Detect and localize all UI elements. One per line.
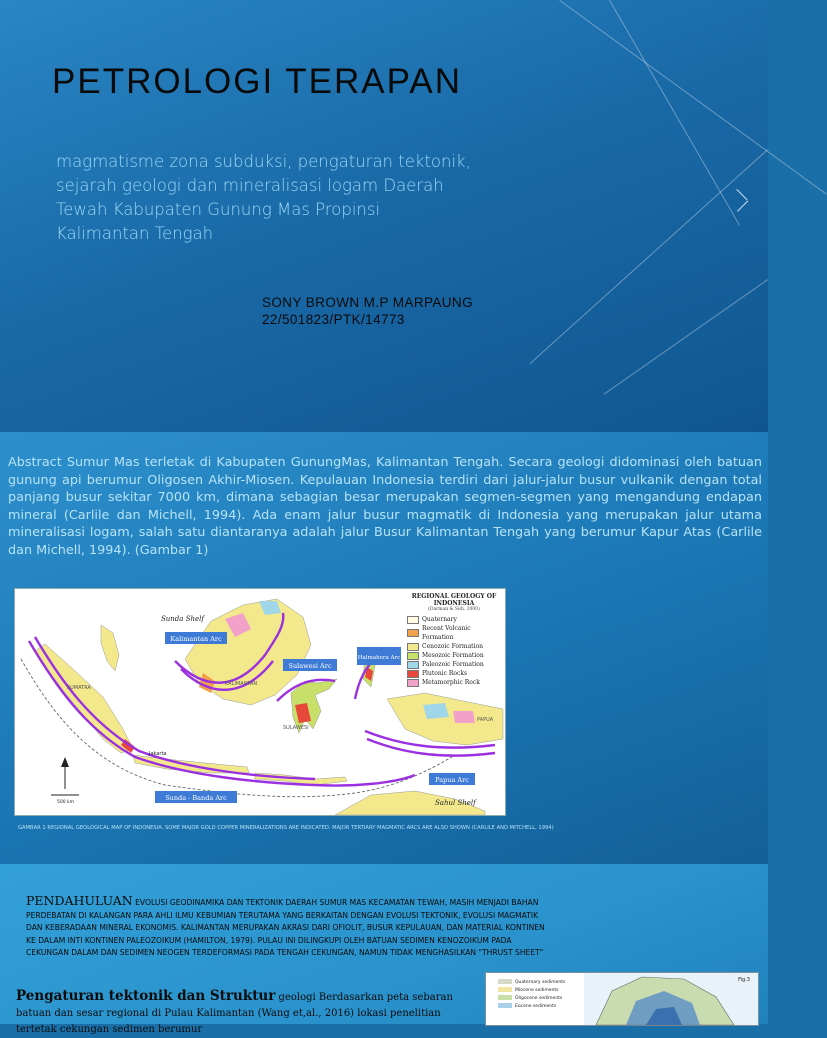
decorative-line [604, 279, 768, 395]
legend-swatch [407, 670, 419, 678]
abstract-slide [0, 432, 768, 864]
introduction-slide [0, 864, 768, 1035]
legend-item [407, 642, 501, 651]
legend-label: Paleozoic Formation [422, 661, 484, 668]
legend-item [407, 669, 501, 678]
legend-title: REGIONAL GEOLOGY OF INDONESIA [411, 593, 497, 607]
sumatra-label: SUMATRA [67, 685, 91, 691]
papua-arc-label: Papua Arc [435, 776, 469, 784]
legend-item [407, 660, 501, 669]
introduction-heading: PENDAHULUAN [26, 893, 133, 908]
paleozoic-patch [423, 703, 449, 719]
legend-swatch [407, 661, 419, 669]
figure-legend-label: Quaternary sediments [515, 980, 566, 985]
decorative-line [530, 149, 768, 364]
legend-label: Cenozoic Formation [422, 643, 483, 650]
metamorphic-patch [453, 711, 475, 723]
sahul-shelf-label: Sahul Shelf [435, 799, 476, 807]
tectonic-setting-heading: Pengaturan tektonik dan Struktur [16, 988, 276, 1004]
legend-label: Recent Volcanic Formation [422, 625, 471, 641]
legend-label: Mesozoic Formation [422, 652, 484, 659]
figure-caption: GAMBAR 1 REGIONAL GEOLOGICAL MAP OF INDONESIA. SOME MAJOR GOLD COPPER MINERALIZATIONS ARE INDICATED. MAJOR TERTIARY MAGMATIC ARCS ARE ALSO SHOWN (CARLILE AND MITCHELL, 1994) [18, 825, 554, 831]
legend-swatch [407, 616, 419, 624]
title-slide [0, 0, 768, 432]
sulawesi-label: SULAWESI [283, 725, 309, 731]
legend-label: Plutonic Rocks [422, 670, 468, 677]
figure-legend-label: Miocene sediments [515, 988, 559, 993]
regional-geology-map [14, 588, 506, 816]
tectonic-setting-body: geologi Berdasarkan peta sebaran batuan dan sesar regional di Pulau Kalimantan (Wang et,al., 2016) lokasi penelitian tertetak cekungan sedimen berumur [16, 992, 453, 1035]
chevron-icon [736, 189, 747, 200]
map-legend [407, 593, 501, 687]
kalimantan-arc-label: Kalimantan Arc [170, 635, 222, 643]
chevron-icon [737, 200, 748, 211]
figure-legend-label: Oligocene sediments [515, 996, 563, 1001]
tectonic-figure [485, 972, 759, 1026]
legend-label: Quaternary [422, 616, 457, 623]
scale-label: 500 km [57, 800, 75, 805]
legend-swatch [407, 643, 419, 651]
legend-swatch [407, 652, 419, 660]
abstract-text: Abstract Sumur Mas terletak di Kabupaten GunungMas, Kalimantan Tengah. Secara geologi didominasi oleh batuan gunung api berumur Oligosen Akhir-Miosen. Kepulauan Indonesia terdiri dari jalur-jalur busur vulkanik dengan total panjang busur sekitar 7000 km, dimana sebagian besar merupakan segmen-segmen yang mengandung endapan mineral (Carlile dan Michell, 1994). Ada enam jalur busur magmatik di Indonesia yang merupakan jalur utama mineralisasi logam, salah satu diantaranya adalah jalur Busur Kalimantan Tengah yang berumur Kapur Atas (Carlile dan Michell, 1994). (Gambar 1) [8, 455, 762, 558]
legend-swatch [407, 629, 419, 637]
slide-title: PETROLOGI TERAPAN [52, 62, 463, 101]
sunda-banda-arc-label: Sunda - Banda Arc [165, 794, 227, 802]
figure-number: Fig.3 [738, 977, 750, 983]
tectonic-setting-paragraph [16, 988, 476, 1038]
tectonic-figure-map [486, 973, 758, 1025]
legend-label: Metamorphic Rock [422, 679, 480, 686]
introduction-body: EVOLUSI GEODINAMIKA DAN TEKTONIK DAERAH SUMUR MAS KECAMATAN TEWAH, MASIH MENJADI BAHAN PERDEBATAN DI KALANGAN PARA AHLI ILMU KEBUMIAN TERUTAMA YANG BERKAITAN DENGAN EVOLUSI TEKTONIK, EVOLUSI MAGMATIK DAN KEBERADAAN MINERAL EKONOMIS. KALIMANTAN MERUPAKAN AKRASI DARI OFIOLIT, BUSUR KEPULAUAN, DAN MATERIAL KONTINEN KE DALAM INTI KONTINEN PALEOZOIKUM (HAMILTON, 1979). PULAU INI DILINGKUPI OLEH BATUAN SEDIMEN KENOZOIKUM PADA CEKUNGAN DALAM DAN SEDIMEN NEOGEN TERDEFORMASI PADA TENGAH CEKUNGAN, NAMUN TIDAK MENGHASILKAN "THRUST SHEET" [26, 898, 545, 958]
author-id: 22/501823/PTK/14773 [262, 312, 405, 327]
sulawesi-arc-label: Sulawesi Arc [288, 662, 332, 670]
halmahera-arc-label: Halmahera Arc [357, 655, 401, 661]
legend-item [407, 678, 501, 687]
introduction-paragraph [26, 895, 556, 960]
figure-legend-label: Eocene sediments [515, 1004, 557, 1009]
legend-list [407, 615, 501, 687]
sunda-shelf-label: Sunda Shelf [161, 615, 204, 623]
legend-credit: (Darman & Sidi, 2000) [428, 607, 480, 612]
legend-item [407, 624, 501, 642]
legend-item [407, 651, 501, 660]
author-name: SONY BROWN M.P MARPAUNG [262, 295, 473, 310]
legend-swatch [407, 679, 419, 687]
legend-item [407, 615, 501, 624]
kalimantan-label: KALIMANTAN [225, 681, 258, 687]
decorative-line [559, 0, 827, 195]
jakarta-label: Jakarta [149, 751, 167, 757]
papua-label: PAPUA [477, 717, 494, 723]
slide-subtitle: magmatisme zona subduksi, pengaturan tektonik, sejarah geologi dan mineralisasi logam Daerah Tewah Kabupaten Gunung Mas Propinsi Kalimantan Tengah [56, 152, 471, 243]
author-block [262, 294, 473, 328]
